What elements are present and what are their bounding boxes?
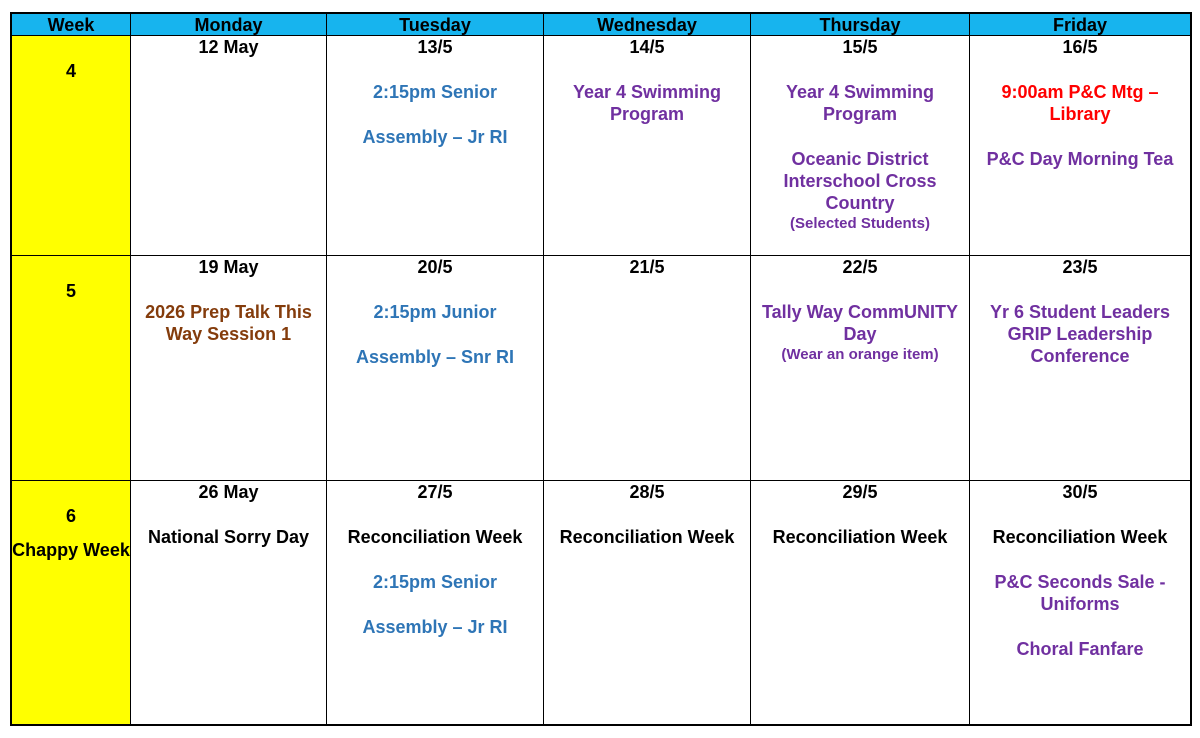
calendar-table	[10, 12, 1192, 726]
header-friday: Friday	[970, 14, 1190, 36]
event-text: Reconciliation Week	[772, 527, 948, 547]
event-text: 9:00am P&C Mtg – Library	[1001, 82, 1159, 124]
event-text: Oceanic District Interschool Cross Country	[783, 149, 937, 213]
day-date: 13/5	[417, 37, 453, 57]
event-text: National Sorry Day	[147, 527, 310, 547]
day-date: 16/5	[1062, 37, 1098, 57]
header-monday: Monday	[131, 14, 327, 36]
day-date: 22/5	[842, 257, 878, 277]
day-date: 23/5	[1062, 257, 1098, 277]
event-text: Yr 6 Student Leaders GRIP Leadership Conference	[989, 302, 1171, 366]
event-text: 2:15pm Senior	[372, 572, 498, 592]
event-item	[331, 126, 539, 148]
event-item	[135, 526, 322, 548]
event-item	[755, 81, 965, 125]
day-cell-wednesday	[544, 481, 751, 724]
day-cell-tuesday	[327, 481, 544, 724]
day-cell-friday	[970, 36, 1190, 256]
header-week: Week	[12, 14, 131, 36]
event-text: Assembly – Snr RI	[355, 347, 515, 367]
header-thursday: Thursday	[751, 14, 970, 36]
event-item	[548, 526, 746, 548]
day-cell-wednesday	[544, 256, 751, 481]
event-item	[755, 301, 965, 364]
day-date: 29/5	[842, 482, 878, 502]
day-cell-thursday	[751, 256, 970, 481]
event-item	[974, 148, 1186, 170]
day-cell-tuesday	[327, 36, 544, 256]
week-number: 6	[65, 506, 76, 526]
header-wednesday: Wednesday	[544, 14, 751, 36]
event-item	[331, 301, 539, 323]
event-text: P&C Day Morning Tea	[986, 149, 1174, 169]
event-note: (Wear an orange item)	[781, 346, 939, 363]
event-text: Assembly – Jr RI	[362, 617, 508, 637]
day-cell-monday	[131, 256, 327, 481]
day-cell-thursday	[751, 36, 970, 256]
header-tuesday: Tuesday	[327, 14, 544, 36]
event-item	[331, 616, 539, 638]
day-date: 28/5	[629, 482, 665, 502]
event-note: (Selected Students)	[789, 215, 931, 232]
week-cell-6	[12, 481, 131, 724]
week-cell-4	[12, 36, 131, 256]
day-date: 27/5	[417, 482, 453, 502]
day-cell-thursday	[751, 481, 970, 724]
day-date: 21/5	[629, 257, 665, 277]
week-cell-5	[12, 256, 131, 481]
day-date: 14/5	[629, 37, 665, 57]
event-text: 2:15pm Senior	[372, 82, 498, 102]
event-item	[135, 301, 322, 345]
day-cell-monday	[131, 36, 327, 256]
event-item	[974, 638, 1186, 660]
day-date: 15/5	[842, 37, 878, 57]
day-cell-monday	[131, 481, 327, 724]
event-item	[331, 571, 539, 593]
event-item	[331, 526, 539, 548]
week-label: Chappy Week	[12, 540, 130, 560]
event-item	[974, 571, 1186, 615]
week-number: 4	[65, 61, 76, 81]
day-date: 30/5	[1062, 482, 1098, 502]
event-text: Year 4 Swimming Program	[785, 82, 935, 124]
event-text: Tally Way CommUNITY Day	[761, 302, 959, 344]
week-number: 5	[65, 281, 76, 301]
day-cell-friday	[970, 256, 1190, 481]
event-text: Reconciliation Week	[347, 527, 523, 547]
day-date: 19 May	[198, 257, 259, 277]
event-text: Assembly – Jr RI	[362, 127, 508, 147]
day-cell-friday	[970, 481, 1190, 724]
event-item	[974, 301, 1186, 367]
day-cell-tuesday	[327, 256, 544, 481]
day-date: 12 May	[198, 37, 259, 57]
event-text: Reconciliation Week	[992, 527, 1168, 547]
event-text: 2026 Prep Talk This Way Session 1	[145, 302, 312, 344]
event-item	[331, 346, 539, 368]
event-text: Choral Fanfare	[1016, 639, 1144, 659]
event-item	[755, 148, 965, 233]
event-item	[548, 81, 746, 125]
event-text: P&C Seconds Sale - Uniforms	[994, 572, 1166, 614]
event-item	[974, 526, 1186, 548]
event-text: Year 4 Swimming Program	[572, 82, 722, 124]
event-item	[974, 81, 1186, 125]
event-item	[755, 526, 965, 548]
day-date: 26 May	[198, 482, 259, 502]
event-text: 2:15pm Junior	[373, 302, 497, 322]
event-text: Reconciliation Week	[559, 527, 735, 547]
event-item	[331, 81, 539, 103]
day-cell-wednesday	[544, 36, 751, 256]
day-date: 20/5	[417, 257, 453, 277]
